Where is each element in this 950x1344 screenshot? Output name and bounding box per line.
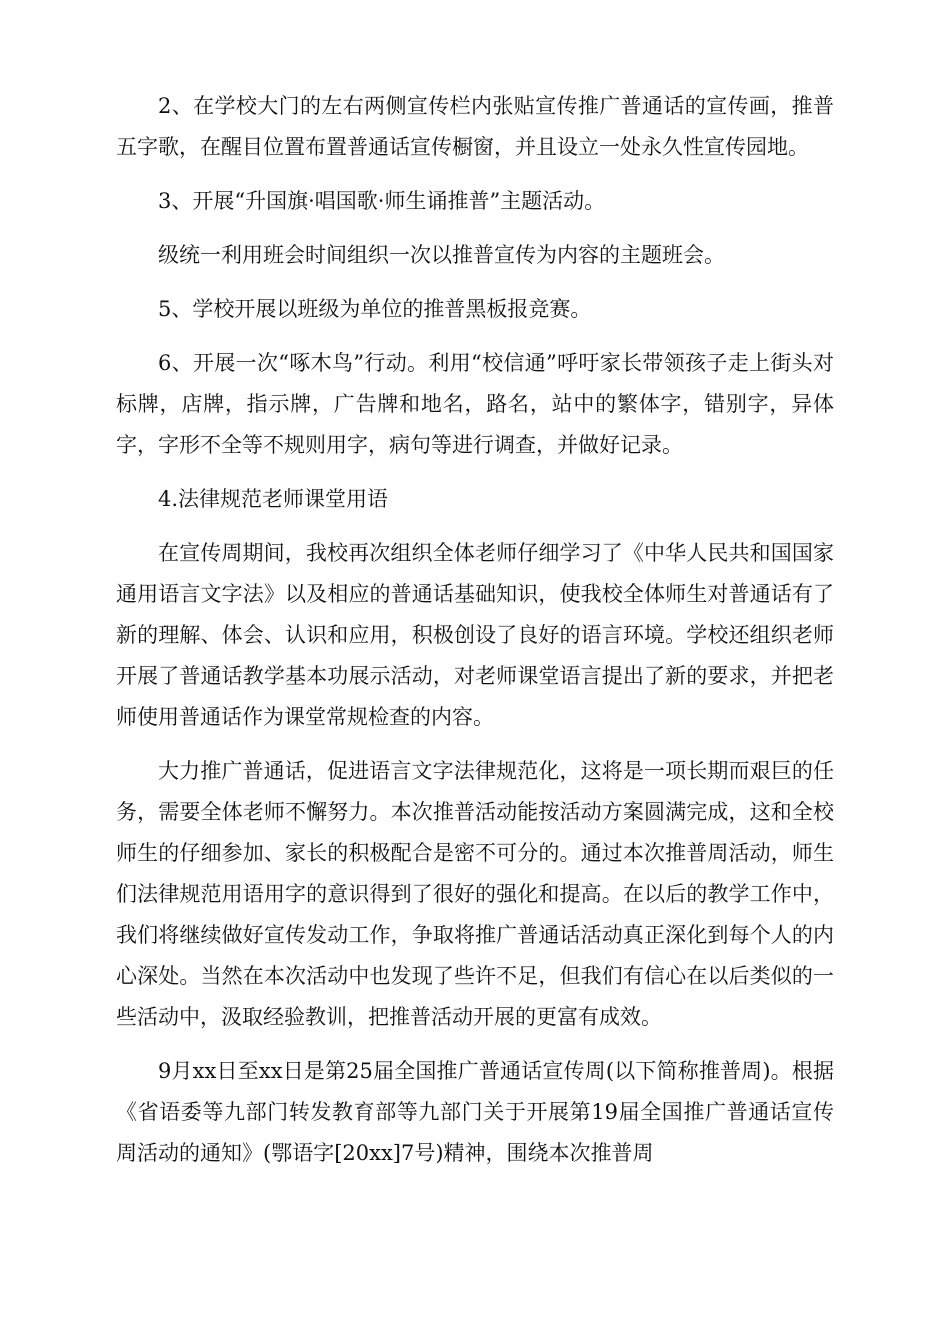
paragraph-september-week: 9月xx日至xx日是第25届全国推广普通话宣传周(以下简称推普周)。根据《省语委等九部门转发教育部等九部门关于开展第19届全国推广普通话宣传周活动的通知》(鄂语字[20xx]7号)精神，围绕本次推普周 [116, 1059, 834, 1165]
document-body [116, 86, 834, 1187]
section-heading-teacher-language: 4.法律规范老师课堂用语 [158, 487, 389, 511]
paragraph-publicity-week: 在宣传周期间，我校再次组织全体老师仔细学习了《中华人民共和国国家通用语言文字法》以及相应的普通话基础知识，使我校全体师生对普通话有了新的理解、体会、认识和应用，积极创设了良好的语言环境。学校还组织老师开展了普通话教学基本功展示活动，对老师课堂语言提出了新的要求，并把老师使用普通话作为课堂常规检查的内容。 [116, 541, 834, 729]
paragraph-item-5-blackboard: 5、学校开展以班级为单位的推普黑板报竞赛。 [158, 297, 592, 321]
paragraph-item-3-flag-activity: 3、开展“升国旗·唱国歌·师生诵推普”主题活动。 [158, 189, 606, 213]
paragraph-summary: 大力推广普通话，促进语言文字法律规范化，这将是一项长期而艰巨的任务，需要全体老师不懈努力。本次推普活动能按活动方案圆满完成，这和全校师生的仔细参加、家长的积极配合是密不可分的。通过本次推普周活动，师生们法律规范用语用字的意识得到了很好的强化和提高。在以后的教学工作中，我们将继续做好宣传发动工作，争取将推广普通话活动真正深化到每个人的内心深处。当然在本次活动中也发现了些许不足，但我们有信心在以后类似的一些活动中，汲取经验教训，把推普活动开展的更富有成效。 [116, 759, 834, 1029]
paragraph-item-2-posters: 2、在学校大门的左右两侧宣传栏内张贴宣传推广普通话的宣传画，推普五字歌，在醒目位置布置普通话宣传橱窗，并且设立一处永久性宣传园地。 [116, 94, 834, 159]
paragraph-item-6-woodpecker: 6、开展一次“啄木鸟”行动。利用“校信通”呼吁家长带领孩子走上街头对标牌，店牌，指示牌，广告牌和地名，路名，站中的繁体字，错别字，异体字，字形不全等不规则用字，病句等进行调查，并做好记录。 [116, 351, 834, 457]
paragraph-class-meeting: 级统一利用班会时间组织一次以推普宣传为内容的主题班会。 [158, 243, 725, 267]
